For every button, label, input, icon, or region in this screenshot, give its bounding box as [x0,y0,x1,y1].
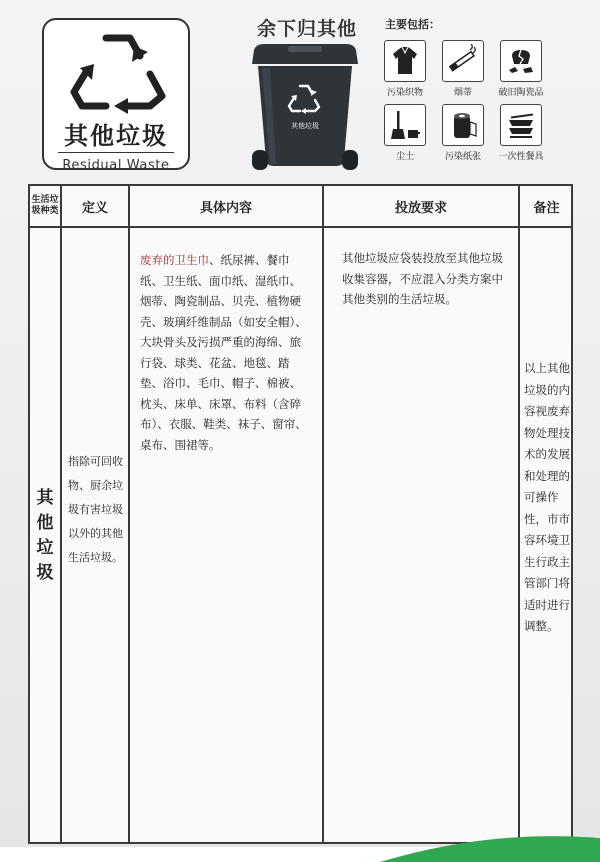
row-requirement: 其他垃圾应袋装投放至其他垃圾收集容器，不应混入分类方案中其他类别的生活垃圾。 [342,251,503,306]
header-note: 备注 [533,200,560,216]
includes-title: 主要包括： [385,18,440,31]
logo-divider [58,152,174,153]
recycle-triangle-icon [66,28,170,114]
include-item-label: 污染织物 [386,88,423,98]
header-divider [30,226,571,228]
header-definition: 定义 [81,200,108,216]
bin-heading: 余下归其他 [256,18,357,40]
include-item-label: 烟蒂 [453,88,472,98]
include-item-label: 污染纸张 [444,152,481,162]
broom-dust-icon [388,108,422,142]
row-type: 其他垃圾 [36,488,54,583]
logo-title-cn: 其他垃圾 [64,122,168,150]
classification-table [28,184,573,844]
row-note: 以上其他垃圾的内容视废弃物处理技术的发展和处理的可操作性，市市容环境卫生行政主管部门将适时进行调整。 [524,361,570,633]
trash-bin-illustration [244,42,366,172]
disposable-tableware-icon [504,108,538,142]
content-rest: 、纸尿裤、餐巾纸、卫生纸、面巾纸、湿纸巾、烟蒂、陶瓷制品、贝壳、植物硬壳、玻璃纤维制品（如安全帽）、大块骨头及污损严重的海绵、旅行袋、球类、花盆、地毯、踏垫、浴巾、毛巾、帽子、棉被、枕头、床单、床罩、布料（含碎布）、衣服、鞋类、袜子、窗帘、桌布、围裙等。 [140,253,307,452]
header-type: 生活垃圾种类 [31,195,59,216]
include-item-label: 一次性餐具 [498,152,544,162]
content-highlight: 废弃的卫生巾 [140,253,209,267]
trash-bin-icon [244,42,366,172]
logo-title-en: Residual Waste [62,158,170,173]
green-swoosh-decoration [380,832,600,862]
header-requirement: 投放要求 [394,200,447,216]
row-content [140,250,312,455]
include-item-label: 尘土 [395,152,414,162]
broken-ceramic-icon [504,44,538,78]
cigarette-icon [446,44,480,78]
tissue-roll-icon [446,108,480,142]
row-definition: 指除可回收物、厨余垃圾有害垃圾以外的其他生活垃圾。 [68,455,123,564]
include-item-tableware [487,104,555,162]
residual-waste-logo [42,18,190,173]
clothing-icon [388,44,422,78]
header-content: 具体内容 [199,200,252,216]
bin-label: 其他垃圾 [291,122,319,130]
include-item-ceramics [487,40,555,98]
include-item-label: 破旧陶瓷品 [498,88,544,98]
